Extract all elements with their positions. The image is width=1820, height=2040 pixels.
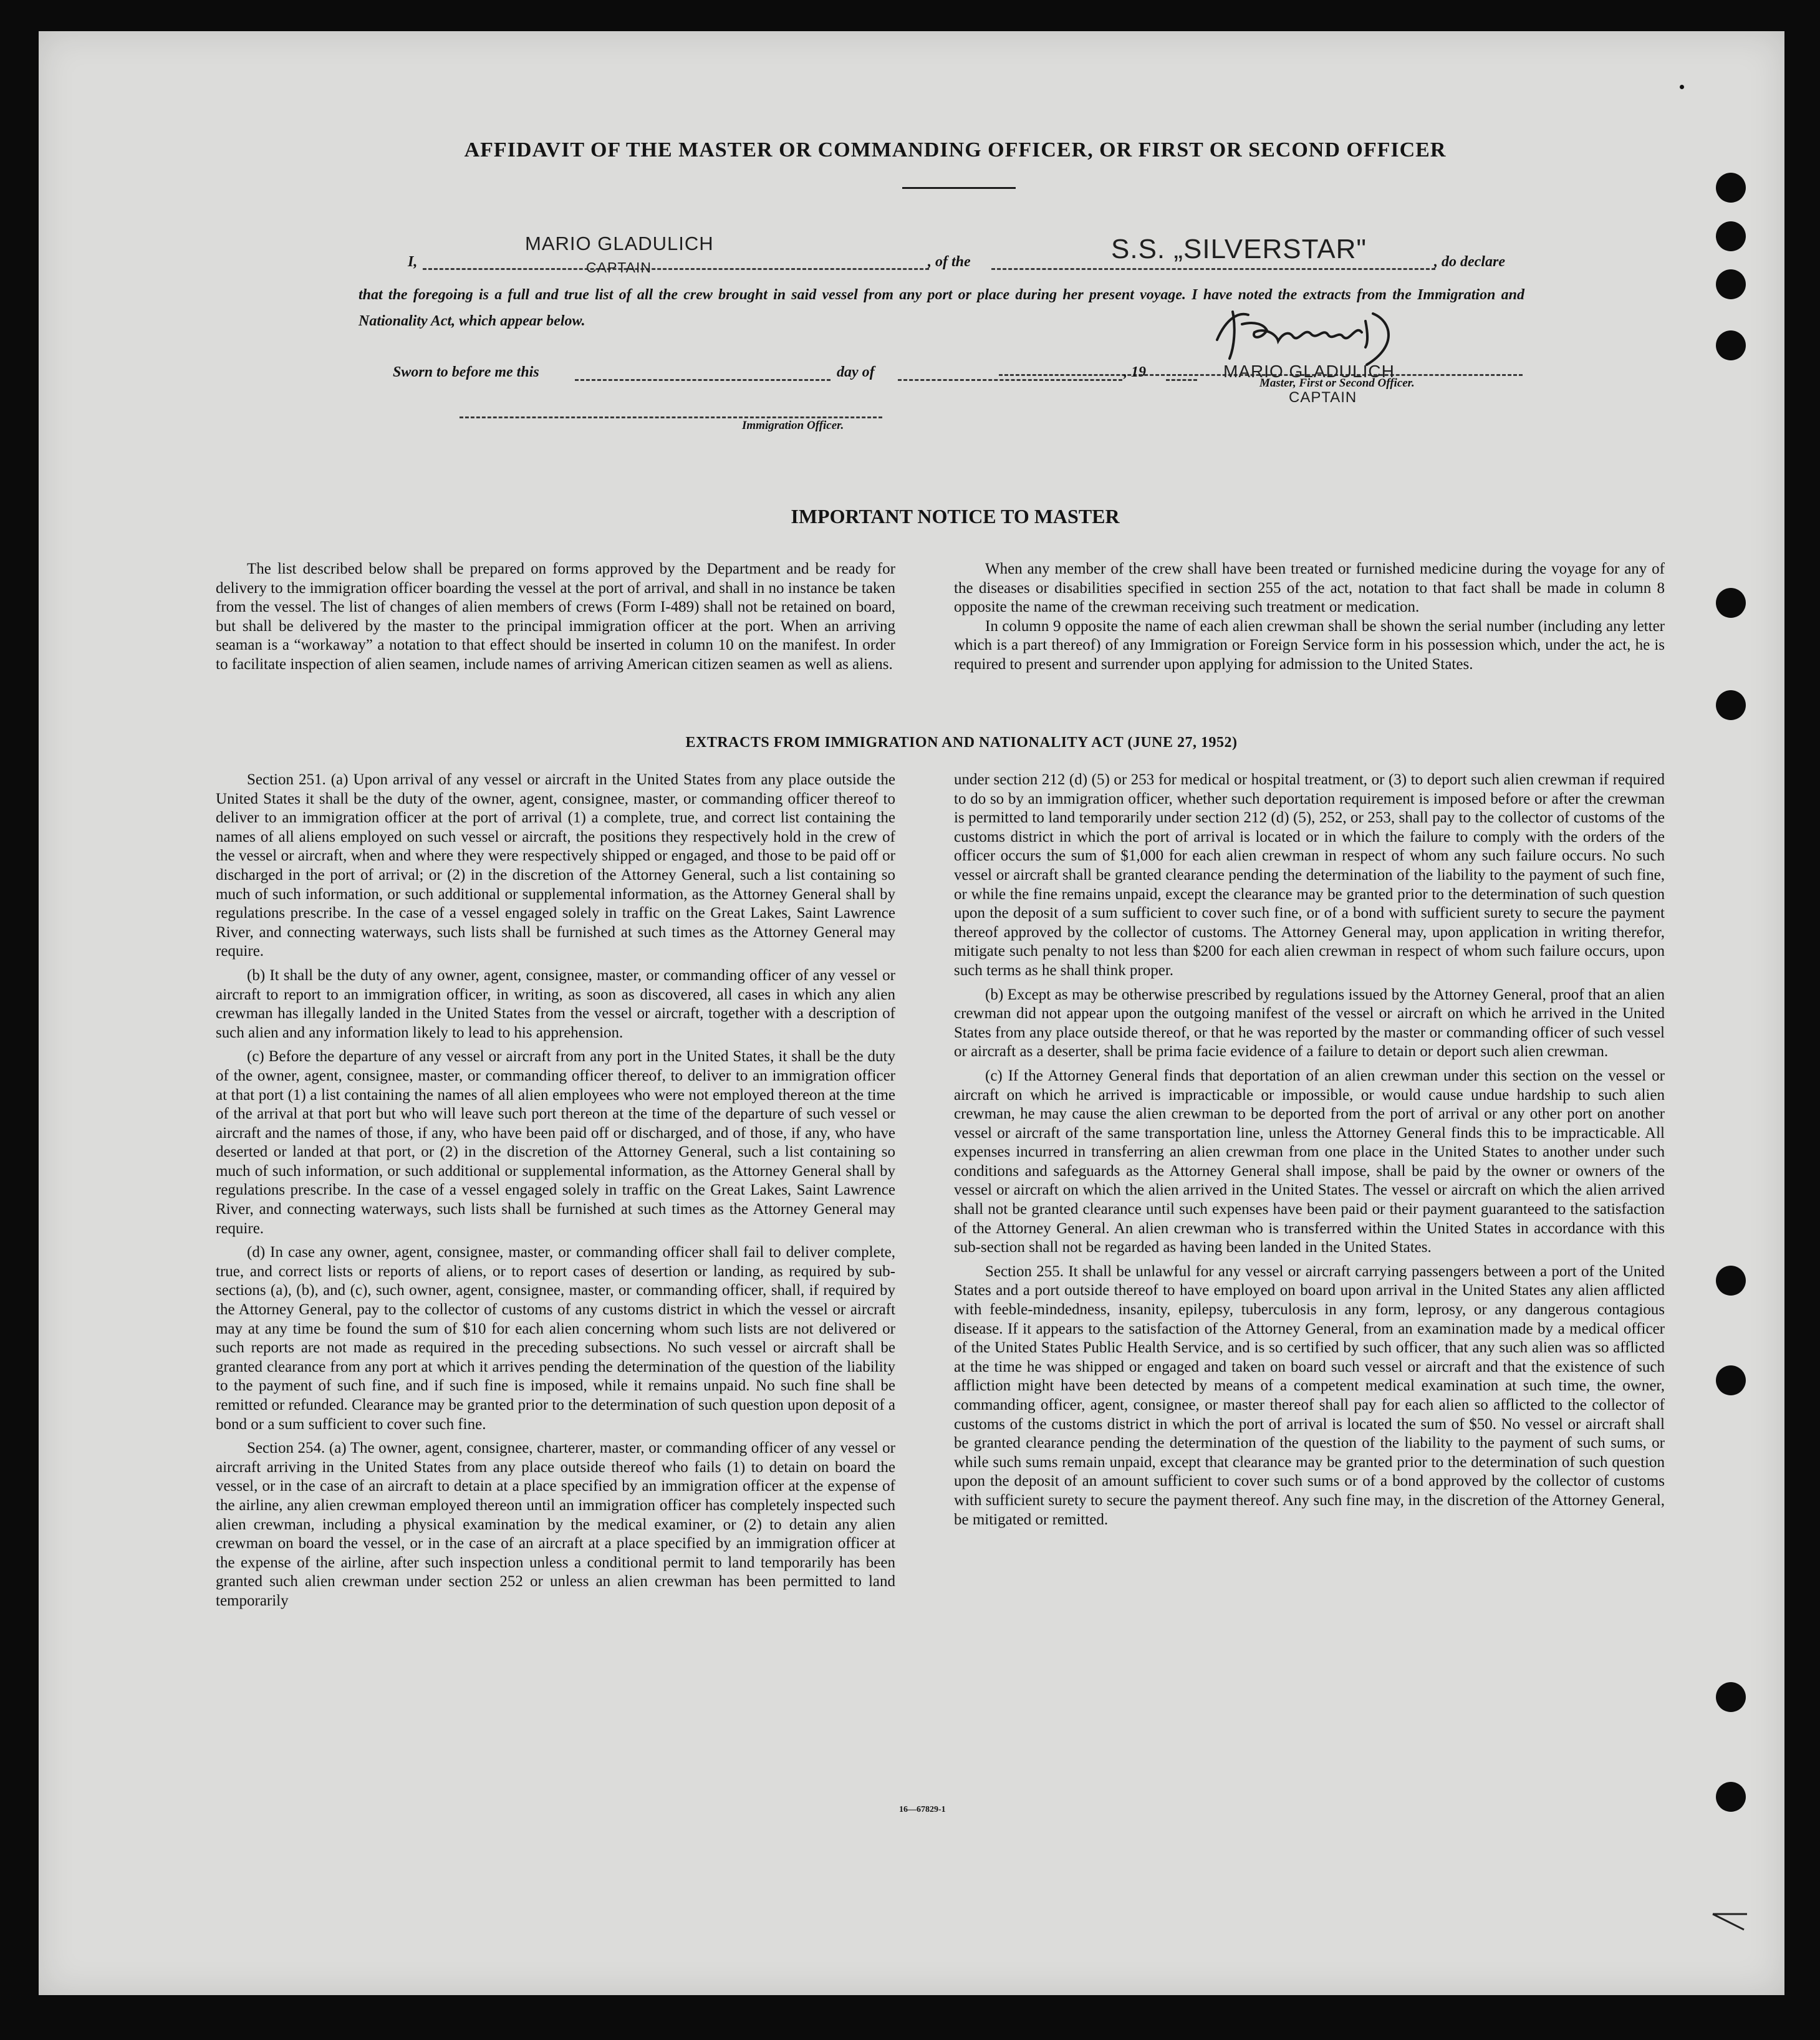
do-declare-label: , do declare bbox=[1434, 254, 1505, 270]
corner-pen-mark bbox=[1710, 1902, 1760, 1939]
master-name-line bbox=[423, 268, 929, 270]
punch-hole bbox=[1716, 1682, 1746, 1712]
punch-hole bbox=[1716, 690, 1746, 720]
notice-left-column bbox=[216, 560, 895, 675]
extracts-right-column bbox=[954, 771, 1665, 1529]
sworn-month-line bbox=[898, 379, 1122, 381]
punch-hole bbox=[1716, 1365, 1746, 1395]
document-title: AFFIDAVIT OF THE MASTER OR COMMANDING OFFICER, OR FIRST OR SECOND OFFICER bbox=[464, 138, 1447, 161]
extracts-left-column bbox=[216, 771, 895, 1611]
extract-paragraph: Section 254. (a) The owner, agent, consignee, charterer, master, or commanding officer of any vessel or aircraft arriving in the United States from any place outside thereof who fails (1) to detain on board the vessel, or in the case of an aircraft to detain at a place specified by an immigration officer at the expense of the airline, any alien crewman employed thereon until an immigration officer has completely inspected such alien crewman, including a physical examination by the medical examiner, or (2) to detain any alien crewman on board the vessel, or in the case of an aircraft at a place specified by an immigration officer at the expense of the airline, after such inspection unless a conditional permit to land temporarily has been granted such alien crewman under section 252 or unless an alien crewman has been permitted to land temporarily bbox=[216, 1440, 895, 1609]
punch-hole bbox=[1716, 269, 1746, 299]
i-label: I, bbox=[408, 254, 418, 270]
notice-paragraph: The list described below shall be prepared on forms approved by the Department and be ready for delivery to the immigration officer boarding the vessel at the port of arrival, and shall in no instance be taken from the vessel. The list of changes of alien members of crews (Form I-489) shall not be retained on board, but shall be delivered by the master to the principal immigration officer at the port. When an arriving seaman is a “workaway” a notation to that effect should be inserted in column 10 on the manifest. In order to facilitate inspection of alien seamen, include names of arriving American citizen seamen as well as aliens. bbox=[216, 561, 895, 673]
of-the-label: , of the bbox=[928, 254, 971, 270]
immigration-officer-caption: Immigration Officer. bbox=[742, 419, 844, 432]
extract-paragraph: (b) It shall be the duty of any owner, agent, consignee, master, or commanding officer of any vessel or aircraft to report to an immigration officer, in writing, as soon as discovered, all cases in which any alien crewman has illegally landed in the United States from the vessel or aircraft, together with a description of such alien and any information likely to lead to his apprehension. bbox=[216, 966, 895, 1041]
signature-printed-rank: CAPTAIN bbox=[1289, 389, 1357, 406]
sworn-year-line bbox=[1166, 379, 1197, 381]
sworn-day-line bbox=[575, 379, 831, 381]
punch-hole bbox=[1716, 330, 1746, 360]
signature-printed-name: MARIO GLADULICH bbox=[1223, 362, 1395, 381]
master-name-handwritten: MARIO GLADULICH bbox=[525, 233, 714, 254]
speck-mark bbox=[1680, 85, 1684, 89]
notice-title: IMPORTANT NOTICE TO MASTER bbox=[791, 505, 1120, 527]
extract-paragraph: (d) In case any owner, agent, consignee, master, or commanding officer shall fail to deliver complete, true, and correct lists or reports of aliens, or to report cases of desertion or landing, as required by sub-sections (a), (b), and (c), such owner, agent, consignee, master, or commanding officer, shall, if required by the Attorney General, pay to the collector of customs of any customs district in which the vessel or aircraft may at any time be found the sum of $10 for each alien concerning whom such lists are not delivered or such reports are not made as required in the preceding subsections. No such vessel or aircraft shall be granted clearance from any port at which it arrives pending the determination of the question of the liability to the payment of such fine, and if such fine is imposed, while it remains unpaid. No such fine shall be remitted or refunded. Clearance may be granted prior to the determination of such question upon deposit of a bond or a sum sufficient to cover such fine. bbox=[216, 1244, 895, 1433]
document-page bbox=[39, 31, 1784, 1995]
punch-hole bbox=[1716, 1782, 1746, 1812]
extract-paragraph: (b) Except as may be otherwise prescribed by regulations issued by the Attorney General, proof that an alien crewman did not appear upon the outgoing manifest of the vessel or aircraft on which he arrived in the United States from any place outside thereof, or that he was reported by the master or commanding officer of such vessel or aircraft as a deserter, shall be prima facie evidence of a failure to detain or deport such alien crewman. bbox=[954, 986, 1665, 1061]
notice-right-column bbox=[954, 560, 1665, 675]
notice-paragraph: In column 9 opposite the name of each alien crewman shall be shown the serial number (including any letter which is a part thereof) of any Immigration or Foreign Service form in his possession which, under the act, he is required to present and surrender upon applying for admission to the United States. bbox=[954, 617, 1665, 673]
punch-hole bbox=[1716, 173, 1746, 203]
sworn-label: Sworn to before me this bbox=[393, 364, 539, 380]
punch-hole bbox=[1716, 221, 1746, 251]
year-label: , 19 bbox=[1124, 364, 1146, 380]
extract-paragraph: (c) Before the departure of any vessel or aircraft from any port in the United States, it shall be the duty of the owner, agent, consignee, master, or commanding officer thereof, to deliver to an immigration officer at that port (1) a list containing the names of all alien employees who were not employed thereon at the time of the arrival at that port but who will leave such port thereon at the time of the departure of such vessel or aircraft and the names of those, if any, who have been paid off or discharged, and of those, if any, who have deserted or landed at that port, or (2) in the discretion of the Attorney General, such a list containing so much of such information, or such additional or supplemental information, as the Attorney General shall by regulations prescribe. In the case of a vessel engaged solely in traffic on the Great Lakes, Saint Lawrence River, and connecting waterways, such lists shall be furnished at such times as the Attorney General may require. bbox=[216, 1048, 895, 1237]
vessel-name-handwritten: S.S. „SILVERSTAR" bbox=[1111, 234, 1367, 264]
master-signature bbox=[1205, 302, 1504, 371]
punch-hole bbox=[1716, 1266, 1746, 1296]
title-underline bbox=[902, 187, 1016, 189]
extract-paragraph: Section 251. (a) Upon arrival of any vessel or aircraft in the United States from any place outside the United States it shall be the duty of the owner, agent, consignee, master, or commanding officer thereof to deliver to an immigration officer at the port of arrival (1) a complete, true, and correct list containing the names of all aliens employed on such vessel or aircraft, the positions they respectively hold in the crew of the vessel or aircraft, when and where they were respectively shipped or engaged, and those to be paid off or discharged in the port of arrival; or (2) in the discretion of the Attorney General, such a list containing so much of such information, or such additional or supplemental information, as the Attorney General shall by regulations prescribe. In the case of a vessel engaged solely in traffic on the Great Lakes, Saint Lawrence River, and connecting waterways, such lists shall be furnished at such times as the Attorney General may require. bbox=[216, 771, 895, 960]
immigration-officer-line bbox=[460, 416, 882, 418]
signature-caption: Master, First or Second Officer. bbox=[1259, 377, 1415, 390]
extracts-title: EXTRACTS FROM IMMIGRATION AND NATIONALITY ACT (JUNE 27, 1952) bbox=[685, 734, 1238, 751]
master-rank-stamp: CAPTAIN bbox=[586, 259, 652, 276]
extract-paragraph: (c) If the Attorney General finds that deportation of an alien crewman under this section on the vessel or aircraft on which he arrived is impracticable or impossible, or would cause undue hardship to such alien crewman, he may cause the alien crewman to be deported from the port of arrival or any other port on another vessel or aircraft of the same transportation line, unless the Attorney General finds this to be impracticable. All expenses incurred in transferring an alien crewman from one place in the United States to another under such conditions and safeguards as the Attorney General shall impose, shall be paid by the owner or owners of the vessel or aircraft on which the alien arrived in the United States. The vessel or aircraft on which the alien arrived shall not be granted clearance until such expenses have been paid or their payment guaranteed to the satisfaction of the Attorney General. An alien crewman who is transferred within the United States in accordance with this sub-section shall not be regarded as having been landed in the United States. bbox=[954, 1067, 1665, 1256]
extract-paragraph: Section 255. It shall be unlawful for any vessel or aircraft carrying passengers between a port of the United States and a port outside thereof to have employed on board upon arrival in the United States any alien afflicted with feeble-mindedness, insanity, epilepsy, tuberculosis in any form, leprosy, or any dangerous contagious disease. If it appears to the satisfaction of the Attorney General, from an examination made by a medical officer of the United States Public Health Service, and is so certified by such officer, that any such alien was so afflicted at the time he was shipped or engaged and taken on board such vessel or aircraft and that the existence of such affliction might have been detected by means of a competent medical examination at such time, the owner, commanding officer, agent, consignee, or master thereof shall pay for each alien so afflicted to the collector of customs of the customs district in which the port of arrival is located the sum of $50. No vessel or aircraft shall be granted clearance pending the determination of the question of the liability to the payment of such sums, or while such sums remain unpaid, except that clearance may be granted prior to the determination of such question upon the deposit of an amount sufficient to cover such sums or of a bond approved by the collector of customs with sufficient surety to secure the payment thereof. Any such fine may, in the discretion of the Attorney General, be mitigated or remitted. bbox=[954, 1263, 1665, 1528]
vessel-name-line bbox=[991, 268, 1435, 270]
form-number: 16—67829-1 bbox=[899, 1805, 946, 1814]
punch-hole bbox=[1716, 588, 1746, 618]
extract-paragraph: under section 212 (d) (5) or 253 for medical or hospital treatment, or (3) to deport such alien crewman if required to do so by an immigration officer, whether such deportation requirement is imposed before or after the crewman is permitted to land temporarily under section 212 (d) (5), 252, or 253, shall pay to the collector of customs of the customs district in which the port of arrival is located or in which the failure to comply with the orders of the officer occurs the sum of $1,000 for each alien crewman in respect of whom any such failure occurs. No such vessel or aircraft shall be granted clearance pending the determination of the liability to the payment of such fine, or while the fine remains unpaid, except the clearance may be granted prior to the determination of such question upon the deposit of a sum sufficient to cover such fine, or of a bond with sufficient surety to secure the payment thereof approved by the collector of customs. The Attorney General may, upon application in writing therefor, mitigate such penalty to not less than $200 for each alien crewman in respect of whom such failure occurs, upon such terms as he shall think proper. bbox=[954, 771, 1665, 979]
day-of-label: day of bbox=[837, 364, 875, 380]
affidavit-statement: that the foregoing is a full and true list of all the crew brought in said vessel from any port or place during her present voyage. I have noted the extracts from the Immigration and Nationality Act, which appear below. bbox=[359, 287, 1524, 329]
notice-paragraph: When any member of the crew shall have been treated or furnished medicine during the voyage for any of the diseases or disabilities specified in section 255 of the act, notation to that fact shall be made in column 8 opposite the name of the crewman receiving such treatment or medication. bbox=[954, 561, 1665, 616]
